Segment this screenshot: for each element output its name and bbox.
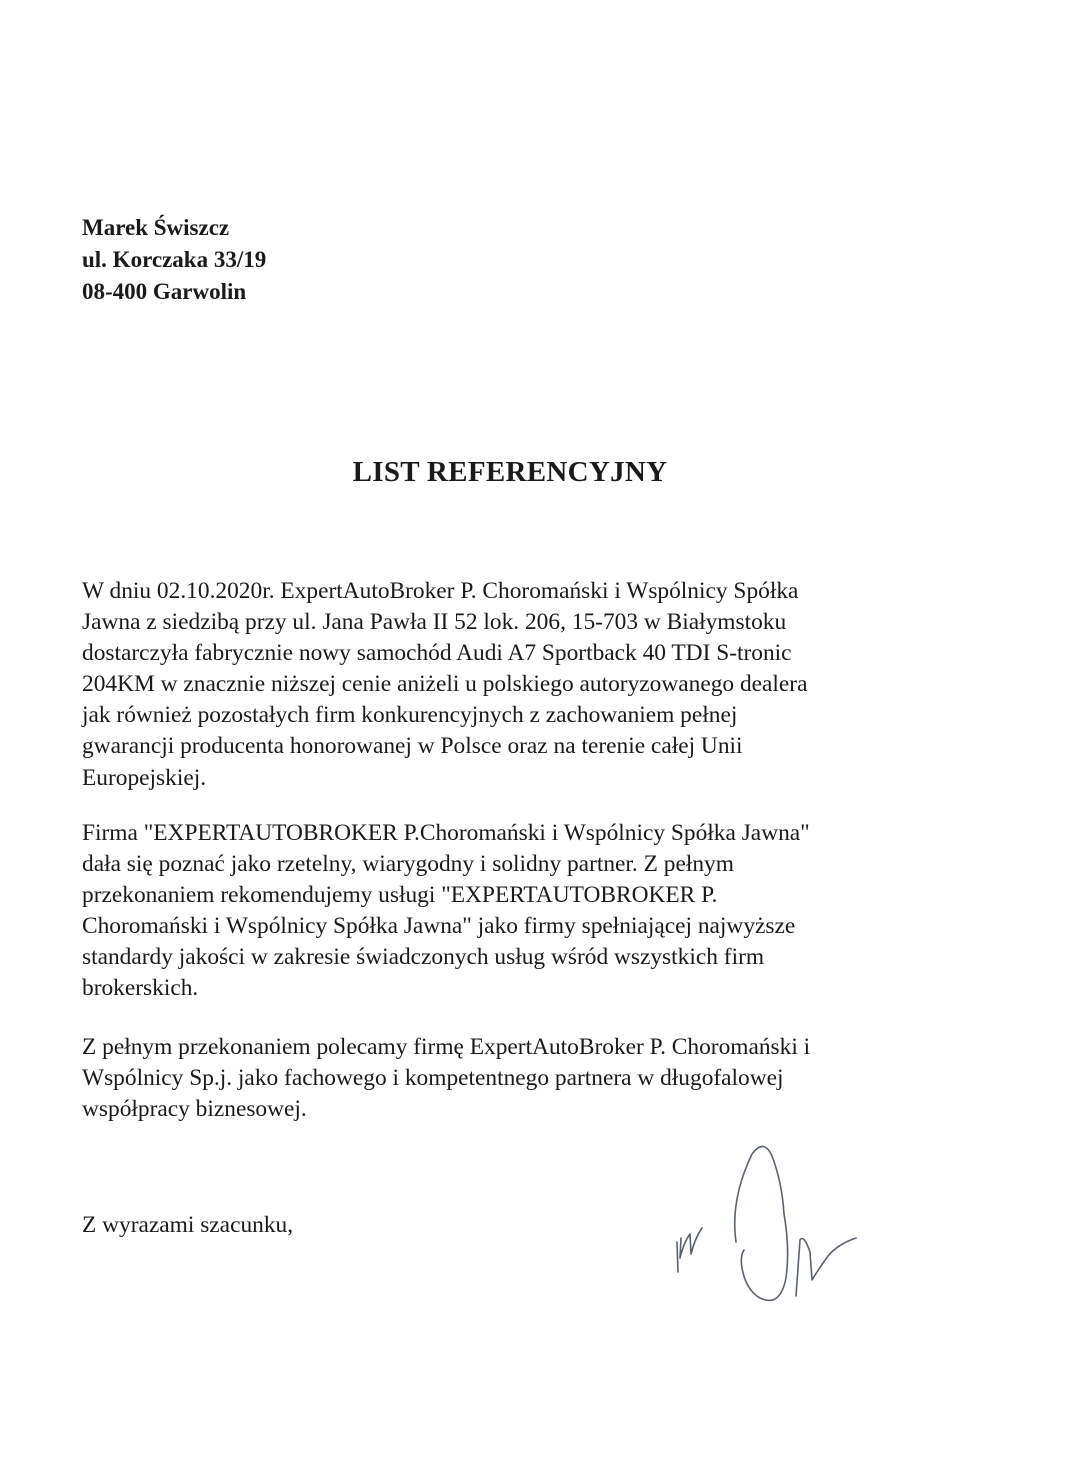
paragraph-line: standardy jakości w zakresie świadczonych usług wśród wszystkich firm — [82, 944, 765, 971]
paragraph-line: gwarancji producenta honorowanej w Polsce oraz na terenie całej Unii — [82, 733, 743, 760]
paragraph-line: dała się poznać jako rzetelny, wiarygodny i solidny partner. Z pełnym — [82, 851, 734, 878]
closing-salutation: Z wyrazami szacunku, — [82, 1212, 294, 1238]
paragraph-recommendation — [82, 818, 962, 1005]
paragraph-line: Z pełnym przekonaniem polecamy firmę ExpertAutoBroker P. Choromański i — [82, 1034, 811, 1060]
sender-street: ul. Korczaka 33/19 — [82, 247, 267, 272]
document-title: LIST REFERENCYJNY — [352, 456, 668, 488]
paragraph-line: 204KM w znacznie niższej cenie aniżeli u polskiego autoryzowanego dealera — [82, 671, 808, 698]
paragraph-line: W dniu 02.10.2020r. ExpertAutoBroker P. Choromański i Wspólnicy Spółka — [82, 578, 799, 604]
paragraph-line: Firma "EXPERTAUTOBROKER P.Choromański i Wspólnicy Spółka Jawna" — [82, 820, 810, 846]
handwritten-signature — [660, 1130, 880, 1320]
paragraph-line: współpracy biznesowej. — [82, 1096, 307, 1123]
paragraph-line: dostarczyła fabrycznie nowy samochód Audi A7 Sportback 40 TDI S-tronic — [82, 640, 792, 667]
sender-name: Marek Świszcz — [82, 215, 230, 240]
paragraph-endorsement — [82, 1032, 962, 1125]
sender-city: 08-400 Garwolin — [82, 279, 247, 304]
paragraph-line: przekonaniem rekomendujemy usługi "EXPERTAUTOBROKER P. — [82, 882, 718, 909]
paragraph-line: Choromański i Wspólnicy Spółka Jawna" jako firmy spełniającej najwyższe — [82, 913, 796, 940]
paragraph-delivery — [82, 576, 962, 794]
paragraph-line: brokerskich. — [82, 975, 199, 1002]
paragraph-line: jak również pozostałych firm konkurencyjnych z zachowaniem pełnej — [82, 702, 738, 729]
paragraph-line: Europejskiej. — [82, 764, 207, 791]
paragraph-line: Wspólnicy Sp.j. jako fachowego i kompetentnego partnera w długofalowej — [82, 1065, 784, 1092]
paragraph-line: Jawna z siedzibą przy ul. Jana Pawła II 52 lok. 206, 15-703 w Białymstoku — [82, 609, 787, 636]
sender-address — [82, 212, 266, 308]
